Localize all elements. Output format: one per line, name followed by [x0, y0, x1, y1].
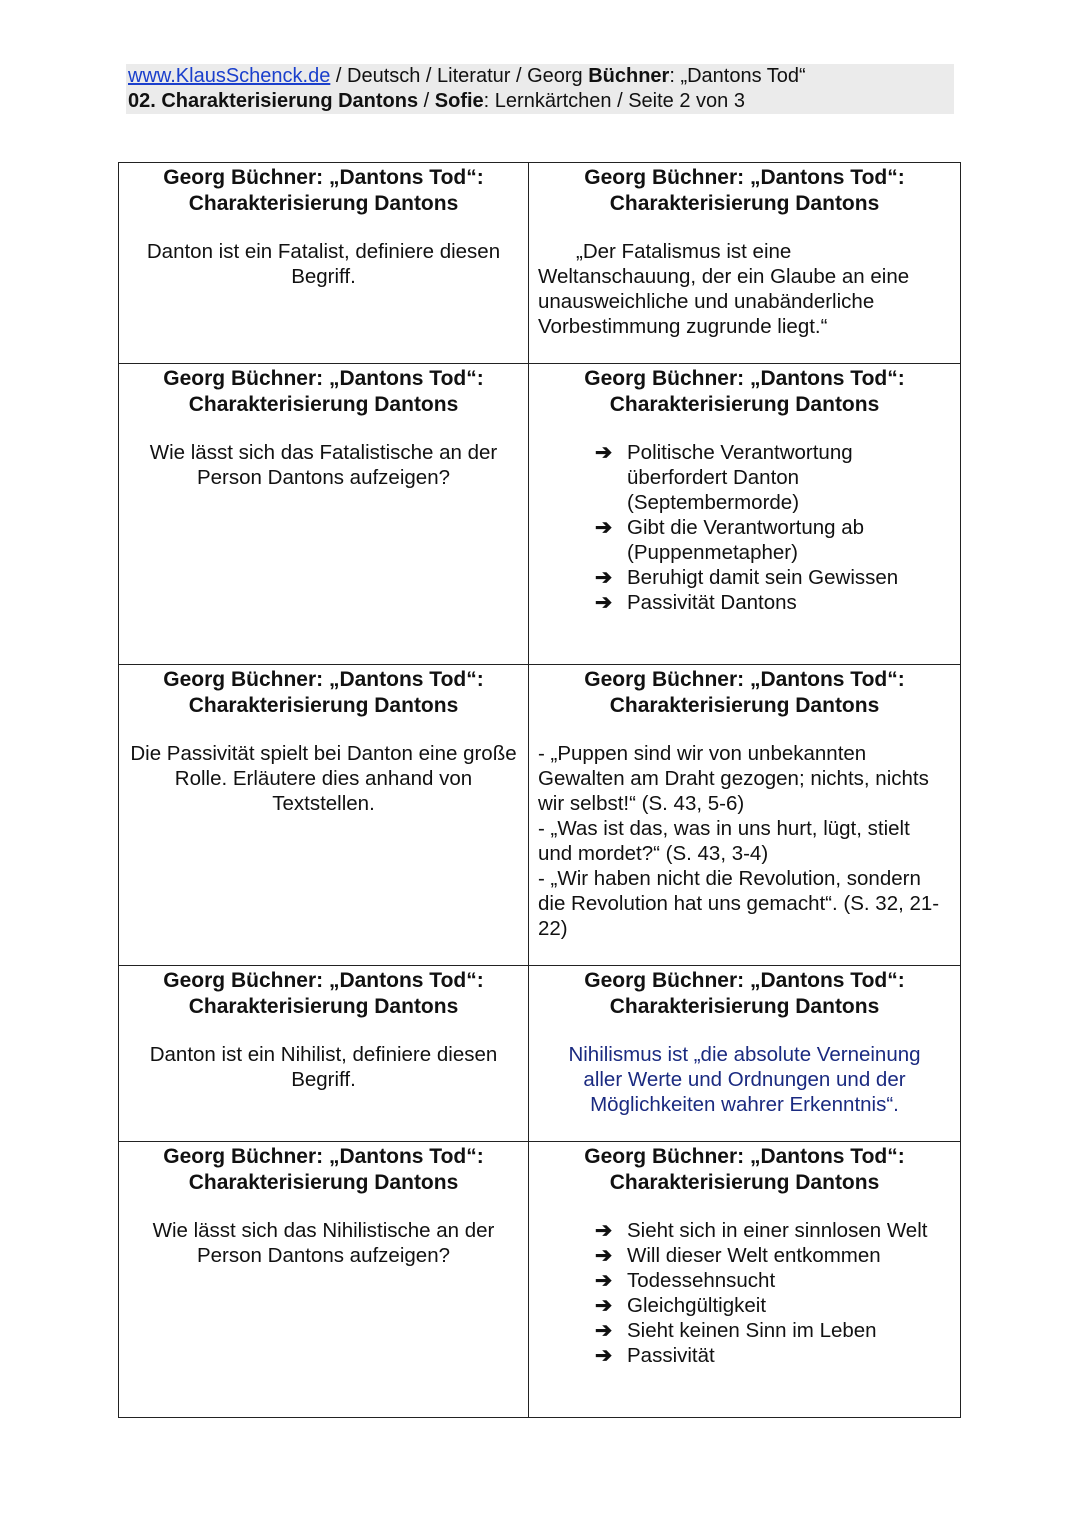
arrow-icon: ➔	[595, 566, 613, 589]
arrow-icon: ➔	[595, 1219, 613, 1242]
card-title: Georg Büchner: „Dantons Tod“: Charakterisierung Dantons	[163, 668, 484, 717]
card-row-2	[119, 364, 961, 665]
card-row-1	[119, 163, 961, 364]
list-item: ➔ Sieht keinen Sinn im Leben	[595, 1319, 877, 1342]
list-item: ➔ Will dieser Welt entkommen	[595, 1244, 881, 1267]
arrow-icon: ➔	[595, 1294, 613, 1317]
answer-quotes	[529, 719, 960, 941]
header-work: : „Dantons Tod“	[669, 65, 806, 87]
question-text: Wie lässt sich das Fatalistische an der Person Dantons aufzeigen?	[149, 441, 498, 489]
arrow-icon: ➔	[595, 1319, 613, 1342]
card-row-5	[119, 1142, 961, 1418]
card-row-3	[119, 665, 961, 966]
quote-item: - „Puppen sind wir von unbekannten Gewalten am Draht gezogen; nichts, nichts wir selbst!“ (S. 43, 5-6)	[538, 742, 929, 815]
card-title: Georg Büchner: „Dantons Tod“: Charakterisierung Dantons	[163, 166, 484, 215]
question-text: Wie lässt sich das Nihilistische an der Person Dantons aufzeigen?	[152, 1219, 495, 1267]
card-title: Georg Büchner: „Dantons Tod“: Charakterisierung Dantons	[584, 166, 905, 215]
card-title: Georg Büchner: „Dantons Tod“: Charakterisierung Dantons	[584, 969, 905, 1018]
card-question-3	[119, 665, 529, 966]
arrow-icon: ➔	[595, 516, 613, 539]
question-text: Danton ist ein Nihilist, definiere diesen Begriff.	[149, 1043, 498, 1091]
card-title: Georg Büchner: „Dantons Tod“: Charakterisierung Dantons	[584, 668, 905, 717]
card-title: Georg Büchner: „Dantons Tod“: Charakterisierung Dantons	[163, 1145, 484, 1194]
arrow-icon: ➔	[595, 1269, 613, 1292]
list-item: ➔ Beruhigt damit sein Gewissen	[595, 566, 899, 589]
list-item: ➔ Todessehnsucht	[595, 1269, 776, 1292]
question-text: Die Passivität spielt bei Danton eine große Rolle. Erläutere dies anhand von Textstellen.	[130, 742, 517, 815]
question-text: Danton ist ein Fatalist, definiere diesen Begriff.	[146, 240, 501, 288]
card-question-4	[119, 966, 529, 1142]
card-question-2	[119, 364, 529, 665]
list-item: ➔ Passivität	[595, 1344, 715, 1367]
answer-list	[529, 418, 960, 615]
answer-text: „Der Fatalismus ist eine Weltanschauung, der ein Glaube an eine unausweichliche und unabänderliche Vorbestimmung zugrunde liegt.“	[538, 240, 910, 338]
list-item: ➔ Gleichgültigkeit	[595, 1294, 767, 1317]
header-path: / Deutsch / Literatur / Georg	[330, 65, 589, 87]
flashcard-grid	[118, 162, 961, 1418]
list-item: ➔ Sieht sich in einer sinnlosen Welt	[595, 1219, 928, 1242]
site-link[interactable]: www.KlausSchenck.de	[128, 65, 331, 87]
page-header	[126, 64, 954, 114]
header-line-2	[126, 89, 954, 114]
quote-item: - „Was ist das, was in uns hurt, lügt, stielt und mordet?“ (S. 43, 3-4)	[538, 817, 910, 865]
card-row-4	[119, 966, 961, 1142]
header-student: Sofie	[434, 90, 484, 112]
card-title: Georg Büchner: „Dantons Tod“: Charakterisierung Dantons	[163, 969, 484, 1018]
answer-text: Nihilismus ist „die absolute Verneinung aller Werte und Ordnungen und der Möglichkeiten wahrer Erkenntnis“.	[568, 1043, 921, 1116]
arrow-icon: ➔	[595, 1344, 613, 1367]
card-answer-4	[529, 966, 961, 1142]
list-item: ➔ Gibt die Verantwortung ab (Puppenmetapher)	[595, 516, 865, 564]
answer-list	[529, 1196, 960, 1368]
card-answer-5	[529, 1142, 961, 1418]
header-line-1	[126, 64, 954, 89]
quote-item: - „Wir haben nicht die Revolution, sondern die Revolution hat uns gemacht“. (S. 32, 21-22)	[538, 867, 940, 940]
arrow-icon: ➔	[595, 591, 613, 614]
list-item: ➔ Passivität Dantons	[595, 591, 797, 614]
card-title: Georg Büchner: „Dantons Tod“: Charakterisierung Dantons	[163, 367, 484, 416]
card-title: Georg Büchner: „Dantons Tod“: Charakterisierung Dantons	[584, 1145, 905, 1194]
card-answer-3	[529, 665, 961, 966]
list-item: ➔ Politische Verantwortung überfordert Danton (Septembermorde)	[595, 441, 853, 514]
card-answer-1	[529, 163, 961, 364]
arrow-icon: ➔	[595, 441, 613, 464]
card-question-5	[119, 1142, 529, 1418]
header-separator: /	[418, 90, 435, 112]
card-answer-2	[529, 364, 961, 665]
header-author: Büchner	[588, 65, 670, 87]
header-page-info: : Lernkärtchen / Seite 2 von 3	[483, 90, 745, 112]
card-title: Georg Büchner: „Dantons Tod“: Charakterisierung Dantons	[584, 367, 905, 416]
card-question-1	[119, 163, 529, 364]
arrow-icon: ➔	[595, 1244, 613, 1267]
header-topic: 02. Charakterisierung Dantons	[128, 90, 419, 112]
